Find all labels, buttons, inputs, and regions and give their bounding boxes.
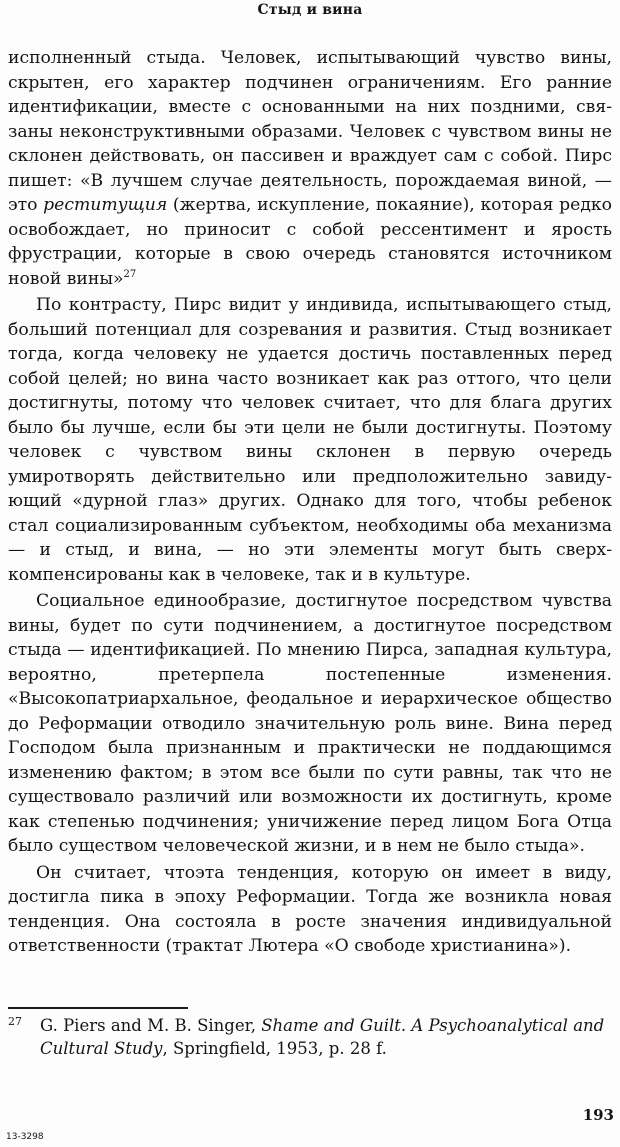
paragraph-1-text-a: исполненный стыда. Человек, испытывающий чувство вины, скрытен, его характер подчинен ограничениям. Его ранние идентификации, вместе с основанными на них поздними, связаны неконструктивными образами. Человек с чувством вины не склонен действовать, он пассивен и враждует сам с собой. Пирс пишет: «В лучшем случае деятельность, порождаемая виной, — это [8, 48, 612, 215]
footnote-text-a: G. Piers and M. B. Singer, [40, 1016, 262, 1035]
footnote-entry: 27 G. Piers and M. B. Singer, Shame and Guilt. A Psychoanalytical and Cultural Study, Springfield, 1953, p. 28 f. [8, 1015, 605, 1058]
paragraph-3: Социальное единообразие, достигнутое посредством чувства вины, будет по сути подчинением, а достигнутое посредством стыда — идентификацией. По мнению Пирса, западная культура, вероятно, претерпела постепенные изменения. «Высокопатриархальное, феодальное и иерархическое общество до Реформации отводило значительную роль вине. Вина перед Господом была признанным и практически не поддающимся изменению фактом; в этом все были по сути равны, так что не существовало различий или возможности их достигнуть, кроме как степенью подчинения; уничижение перед лицом Бога Отца было существом человеческой жизни, и в нем не было стыда». [8, 591, 612, 856]
paragraph-1 [8, 46, 612, 291]
printer-signature-mark: 13-3298 [6, 1132, 44, 1142]
page-number: 193 [582, 1106, 614, 1124]
paragraph-4: Он считает, чтоэта тенденция, которую он имеет в виду, достигла пика в эпоху Реформации. Тогда же возникла новая тенденция. Она состояла в росте значения индивидуальной ответственности (трактат Лютера «О свободе христианина»). [8, 862, 612, 956]
footnote-reference[interactable]: 27 [123, 268, 137, 280]
footnote [8, 1014, 612, 1060]
paragraph-1-italic-term: реститущия [43, 195, 168, 215]
paragraph-1-text-b: (жертва, искупление, покаяние), которая редко освобождает, но приносит с собой рессентимент и ярость фрустрации, которые в свою очередь становятся источником новой вины» [8, 195, 612, 289]
paragraph-2: По контрасту, Пирс видит у индивида, испытывающего стыд, больший потенциал для созревания и развития. Стыд возникает тогда, когда человеку не удается достичь поставленных перед собой целей; но вина часто возникает как раз оттого, что цели достигнуты, потому что человек считает, что для блага других было бы лучше, если бы эти цели не были достигнуты. Поэтому человек с чувством вины склонен в первую очередь умиротворять действительно или предположительно завидующий «дурной глаз» других. Однако для того, чтобы ребенок стал социализированным субъектом, необходимы оба механизма — и стыд, и вина, — но эти элементы могут быть сверхкомпенсированы как в человеке, так и в культуре. [8, 295, 612, 585]
footnote-divider [8, 1007, 188, 1009]
footnote-book-title: Shame and Guilt. A Psychoanalytical and Cultural Study [40, 1016, 605, 1058]
body-text [8, 46, 612, 961]
footnote-text-b: , Springfield, 1953, p. 28 f. [162, 1039, 387, 1058]
running-head: Стыд и вина [257, 2, 363, 18]
